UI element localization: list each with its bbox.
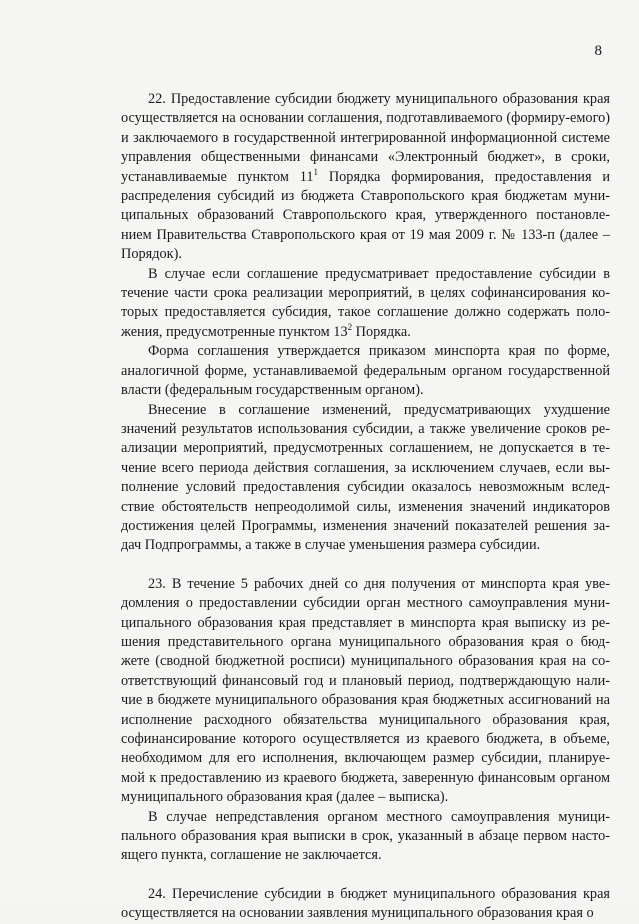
paragraph-text: Порядка формирования, предоставления и распределения субсидий из бюджета Ставропольского края бюджетам муни-ципальных образований Ставропольского края, утвержденного постановле-нием Правительства Ставропольского края от 19 мая 2009 г. № 133-п (далее – Порядок). bbox=[121, 168, 611, 263]
paragraph-24 bbox=[121, 885, 610, 924]
superscript: 1 bbox=[313, 166, 318, 177]
paragraph-text: 24. Перечисление субсидии в бюджет муниципального образования края осуществляется на основании заявления муниципального образования края о bbox=[121, 885, 610, 922]
paragraph-22 bbox=[121, 90, 610, 265]
paragraph-22-amendments bbox=[121, 401, 610, 556]
paragraph-23-non-submission bbox=[121, 808, 610, 866]
document-body bbox=[121, 90, 610, 924]
paragraph-text: Форма соглашения утверждается приказом минспорта края по форме, аналогичной форме, устанавливаемой федеральным органом государственной власти (федеральным государственным органом). bbox=[121, 343, 610, 399]
paragraph-text: В случае если соглашение предусматривает предоставление субсидии в течение части срока реализации мероприятий, в целях софинансирования ко-торых предоставляется субсидия, такое соглашение должно содержать поло-жения, предусмотренные пунктом 13 bbox=[121, 265, 610, 340]
superscript: 2 bbox=[347, 322, 353, 333]
paragraph-23 bbox=[121, 575, 610, 808]
paragraph-22-agreement-form bbox=[121, 342, 610, 400]
paragraph-text: 22. Предоставление субсидии бюджету муниципального образования края осуществляется на основании соглашения, подготавливаемого (формиру-емого) и заключаемого в государственной интегрированной информационной системе управления общественными финансами «Электронный бюджет», в сроки, устанавливаемые пунктом 11 bbox=[121, 91, 610, 185]
paragraph-text: Порядка. bbox=[352, 323, 411, 340]
paragraph-text: 23. В течение 5 рабочих дней со дня получения от минспорта края уве-домления о предоставлении субсидии орган местного самоуправления муни-ципального образования края представляет в минспорта края выписку из ре-шения представительного органа муниципального образования края о бюд-жете (сводной бюджетной росписи) муниципального образования края на со-ответствующий финансовый год и плановый период, подтверждающую нали-чие в бюджете муниципального образования края бюджетных ассигнований на исполнение расходного обязательства муниципального образования края, софинансирование которого осуществляется из краевого бюджета, в объеме, необходимом для его исполнения, включающем размер субсидии, планируе-мой к предоставлению из краевого бюджета, заверенную финансовым органом муниципального образования края (далее – выписка). bbox=[121, 575, 610, 806]
paragraph-22-partial-period bbox=[121, 265, 610, 343]
page-number: 8 bbox=[594, 43, 602, 59]
paragraph-text: В случае непредставления органом местного самоуправления муници-пального образования края выписки в срок, указанный в абзаце первом насто-ящего пункта, соглашение не заключается. bbox=[121, 808, 610, 864]
paragraph-text: Внесение в соглашение изменений, предусматривающих ухудшение значений результатов использования субсидии, а также увеличение сроков ре-ализации мероприятий, предусмотренных соглашением, не допускается в те-чение всего периода действия соглашения, за исключением случаев, если вы-полнение условий предоставления субсидии оказалось невозможным вслед-ствие обстоятельств непреодолимой силы, изменения значений индикаторов достижения целей Программы, изменения значений показателей решения за-дач Подпрограммы, а также в случае уменьшения размера субсидии. bbox=[121, 401, 610, 554]
